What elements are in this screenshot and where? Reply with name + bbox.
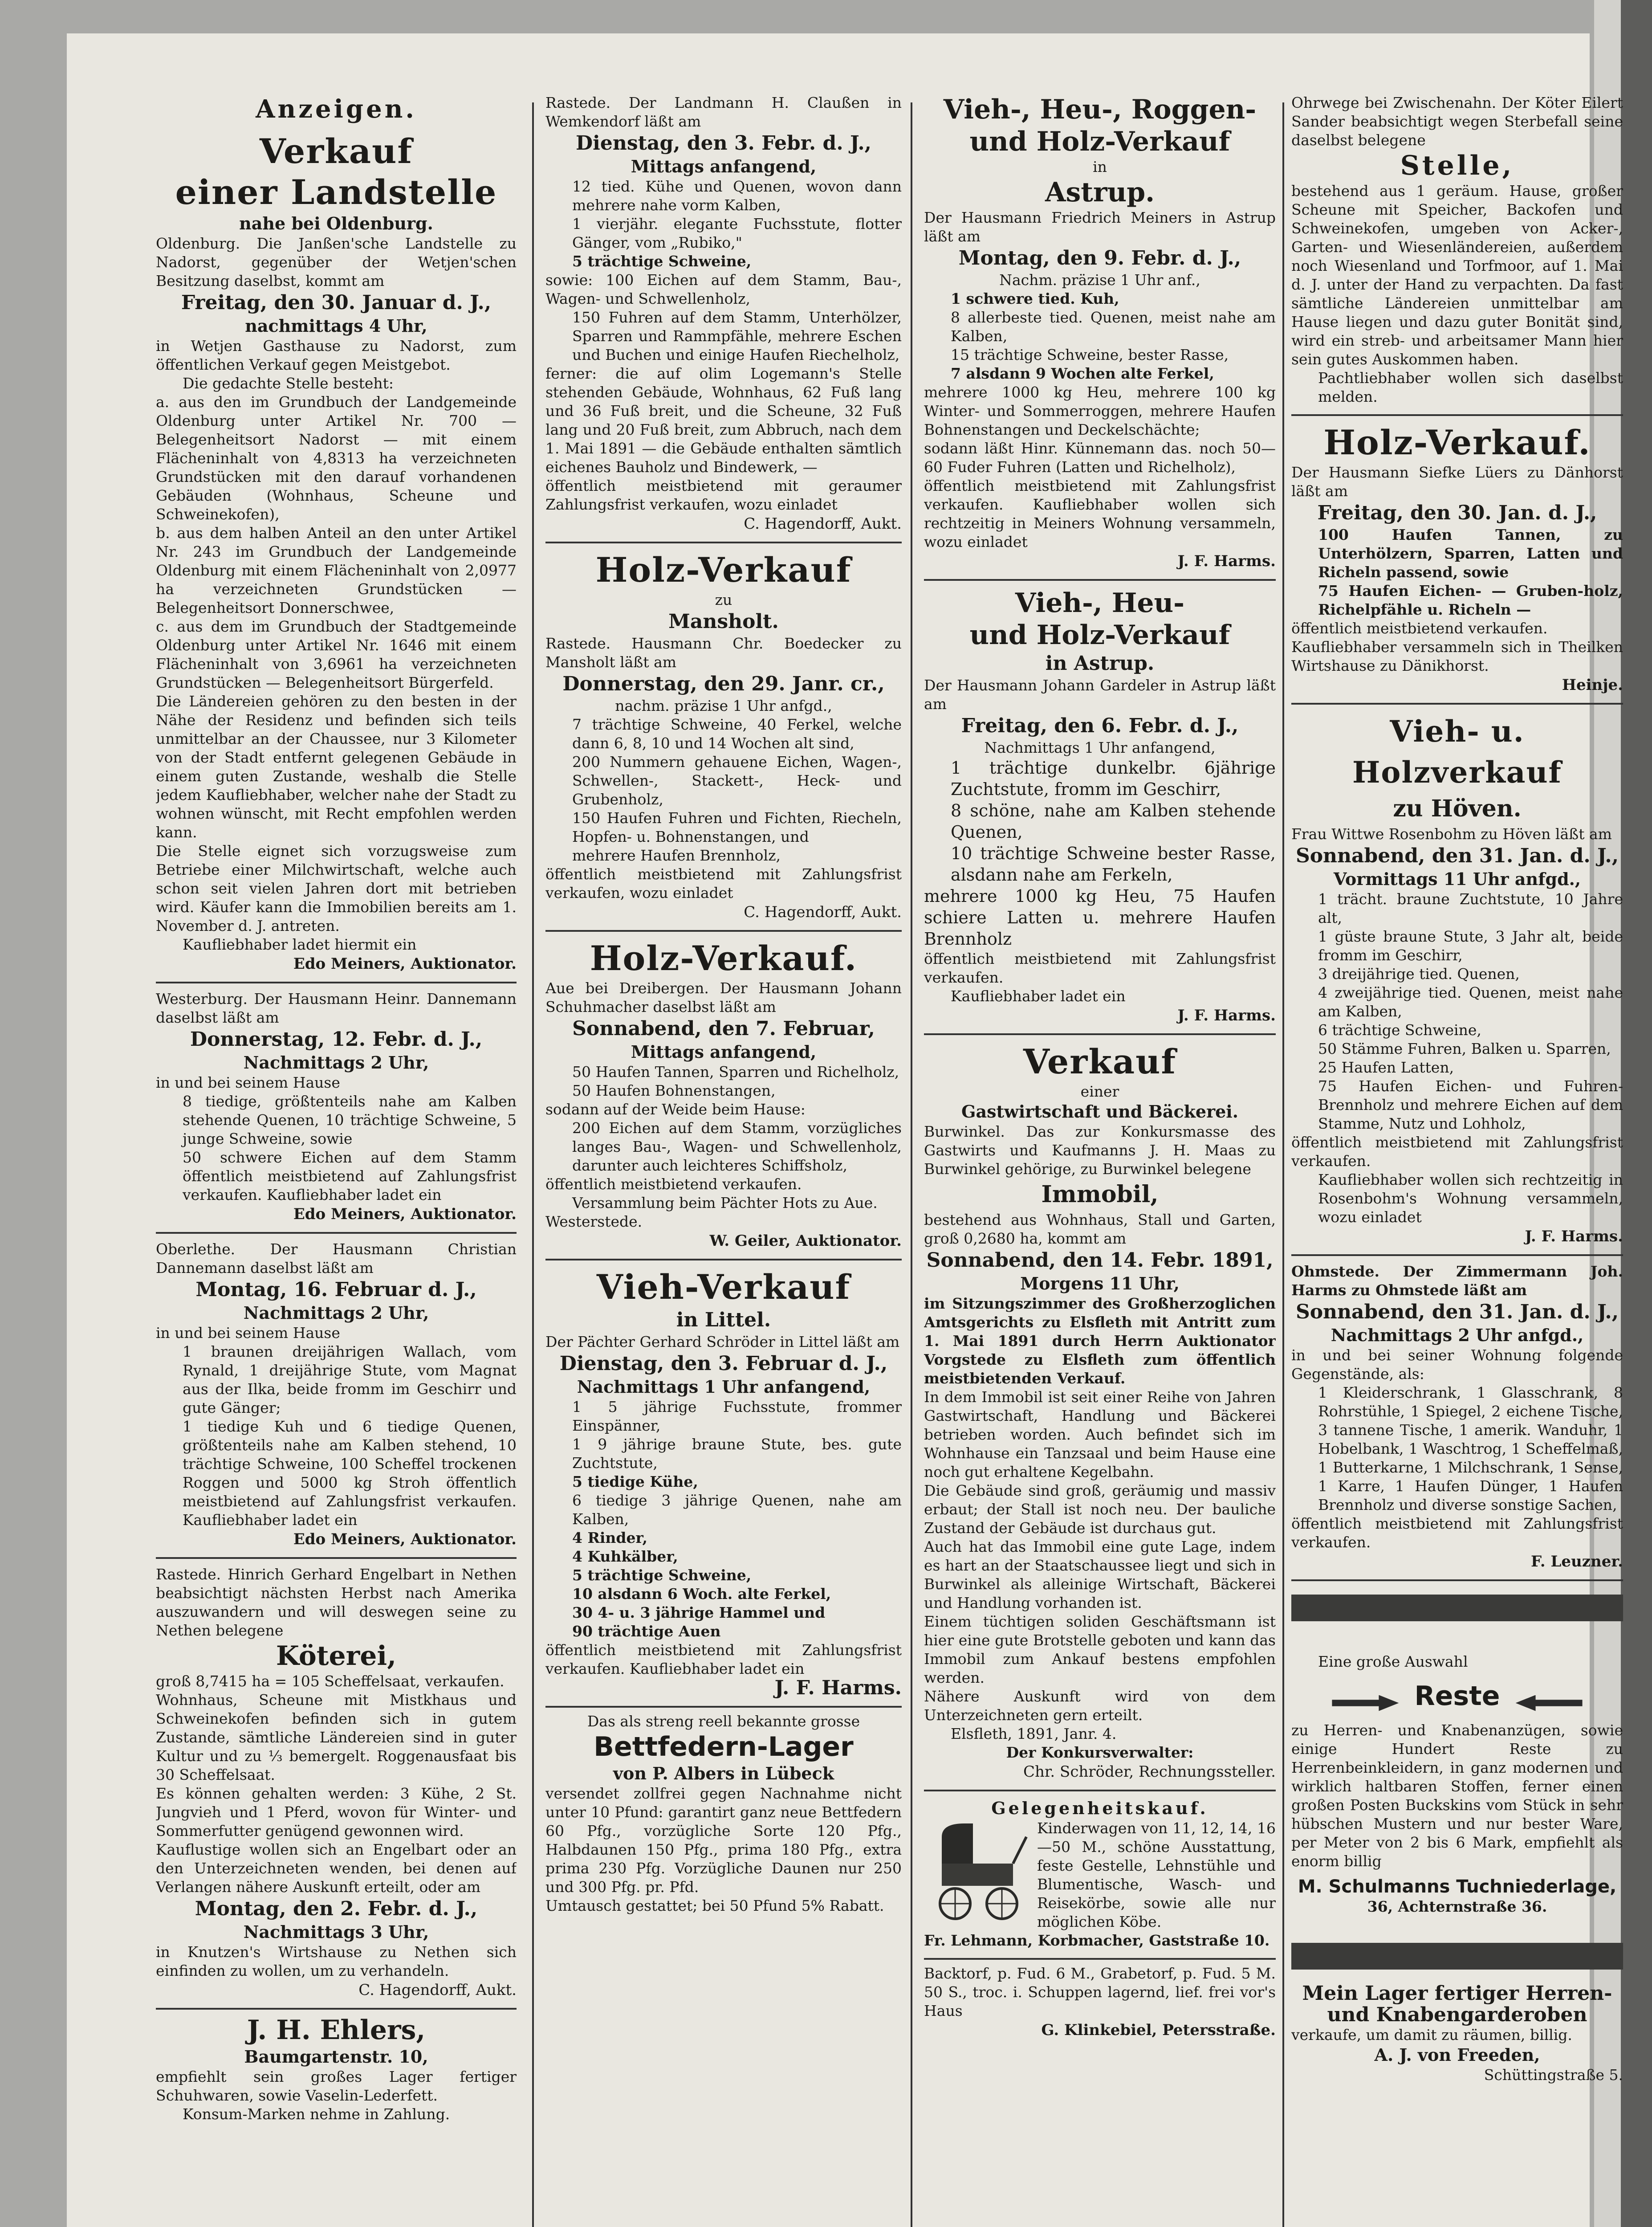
- ad-text: Das als streng reell bekannte grosse: [587, 1713, 860, 1730]
- ad-date: Donnerstag, 12. Febr. d. J.,: [190, 1028, 483, 1051]
- ad-time: Nachmittags 1 Uhr anfangend,: [577, 1377, 871, 1397]
- ad-text: verkaufe, um damit zu räumen, billig.: [1291, 2026, 1572, 2043]
- ad-time: Mittags anfangend,: [631, 156, 817, 176]
- ad-signature: G. Klinkebiel, Petersstraße.: [1041, 2021, 1276, 2039]
- ad-koeterei: [156, 1559, 517, 2010]
- ad-time: nachmittags 4 Uhr,: [245, 316, 427, 336]
- ad-list-item: 90 trächtige Auen: [572, 1623, 721, 1640]
- ad-text: 1 braunen dreijährigen Wallach, vom Rynald, 1 dreijährige Stute, vom Magnat aus der Ilka, beide fromm im Geschirr und gute Gänger;: [183, 1343, 517, 1416]
- ad-text: mehrere 1000 kg Heu, mehrere 100 kg Winter- und Sommerroggen, mehrere Haufen Bohnenstangen und Deckelschächte;: [924, 383, 1276, 438]
- ad-text: in: [1093, 158, 1107, 175]
- ad-title: Vieh-, Heu-: [1015, 587, 1185, 619]
- ad-text: Frau Wittwe Rosenbohm zu Höven läßt am: [1291, 825, 1612, 843]
- ad-signature: Edo Meiners, Auktionator.: [293, 1530, 517, 1548]
- ad-title: und Holz-Verkauf: [969, 620, 1230, 651]
- ad-text: Der Pächter Gerhard Schröder in Littel läßt am: [545, 1333, 900, 1350]
- ad-title: Vieh- u. Holzverkauf: [1352, 714, 1562, 790]
- ad-list-item: 5 tiedige Kühe,: [572, 1473, 698, 1490]
- ad-text: öffentlich meistbietend verkaufen.: [545, 1175, 802, 1193]
- ad-text: 1 vierjähr. elegante Fuchsstute, flotter Gänger, vom „Rubiko,": [572, 215, 902, 251]
- ad-text: bestehend aus Wohnhaus, Stall und Garten, groß 0,2680 ha, kommt am: [924, 1211, 1276, 1247]
- ad-list-item: 6 trächtige Schweine,: [1318, 1021, 1481, 1039]
- ad-text: 50 Haufen Bohnenstangen,: [572, 1082, 776, 1099]
- ad-text: Kinderwagen von 11, 12, 14, 16—50 M., schöne Ausstattung, feste Gestelle, Lehnstühle und Blumentische, Wasch- und Reisekörbe, sowie alle nur möglichen Köbe.: [1037, 1819, 1276, 1930]
- ad-list-item: 3 dreijährige tied. Quenen,: [1318, 965, 1520, 983]
- ad-text: Aue bei Dreibergen. Der Hausmann Johann Schuhmacher daselbst läßt am: [545, 979, 902, 1016]
- ad-text: Der Hausmann Siefke Lüers zu Dänhorst läßt am: [1291, 464, 1623, 500]
- ad-title: Reste: [1414, 1680, 1500, 1712]
- ad-text: in und bei seinem Hause: [156, 1324, 340, 1342]
- ad-title: Köterei,: [276, 1640, 397, 1672]
- ad-text: Konsum-Marken nehme in Zahlung.: [183, 2105, 450, 2123]
- ad-text: Rastede. Hinrich Gerhard Engelbart in Nethen beabsichtigt nächsten Herbst nach Amerika auszuwandern und will deswegen seine zu Nethen belegene: [156, 1566, 517, 1639]
- ad-text: öffentlich meistbietend mit Zahlungsfrist verkaufen. Kaufliebhaber wollen sich rechtzeitig in Meiners Wohnung versammeln, wozu einladet: [924, 477, 1276, 551]
- ad-firm: M. Schulmanns Tuchniederlage,: [1298, 1876, 1617, 1897]
- ad-text: Elsfleth, 1891, Janr. 4.: [951, 1725, 1117, 1742]
- ad-text: Oldenburg. Die Janßen'sche Landstelle zu Nadorst, gegenüber der Wetjen'schen Besitzung daselbst, kommt am: [156, 235, 517, 290]
- ad-text: 100 Haufen Tannen, zu Unterhölzern, Sparren, Latten und Richeln passend, sowie: [1318, 526, 1623, 581]
- ad-text: öffentlich meistbietend mit Zahlungsfrist verkaufen.: [1291, 1515, 1623, 1551]
- ad-list-item: 1 5 jährige Fuchsstute, frommer Einspänner,: [572, 1398, 902, 1434]
- ad-date: Donnerstag, den 29. Janr. cr.,: [562, 673, 885, 695]
- ad-text: öffentlich meistbietend mit Zahlungsfrist verkaufen, wozu einladet: [545, 865, 902, 901]
- ad-text: zu Herren- und Knabenanzügen, sowie einige Hundert Reste zu Herrenbeinkleidern, in ganz modernen und wirklich haltbaren Stoffen, ferner einen großen Posten Buckskins vom Stück in sehr hübschen Mustern und nur bester Ware, per Meter von 2 bis 6 Mark, empfiehlt als enorm billig: [1291, 1721, 1623, 1870]
- ad-address: 36, Achternstraße 36.: [1367, 1898, 1547, 1915]
- ad-text: Pachtliebhaber wollen sich daselbst melden.: [1318, 369, 1623, 405]
- ad-date: Montag, den 2. Febr. d. J.,: [195, 1897, 478, 1920]
- ad-signature: J. F. Harms.: [1525, 1228, 1623, 1245]
- ad-title: Vieh-Verkauf: [596, 1267, 851, 1307]
- ad-date: Freitag, den 30. Januar d. J.,: [181, 291, 492, 314]
- ad-text: sowie: 100 Eichen auf dem Stamm, Bau-, Wagen- und Schwellenholz,: [545, 271, 902, 307]
- decorative-bar: [1291, 1943, 1623, 1970]
- ad-text: Westerburg. Der Hausmann Heinr. Dannemann daselbst läßt am: [156, 990, 517, 1026]
- ad-ehlers: [156, 2010, 517, 2124]
- ad-time: Nachm. präzise 1 Uhr anf.,: [999, 271, 1200, 289]
- ad-date: Freitag, den 30. Jan. d. J.,: [1317, 502, 1597, 524]
- ad-text: Umtausch gestattet; bei 50 Pfund 5% Rabatt.: [545, 1897, 884, 1914]
- ad-signature: J. F. Harms.: [1177, 552, 1276, 570]
- column-4: [1291, 94, 1623, 2084]
- ad-date: Sonnabend, den 31. Jan. d. J.,: [1295, 844, 1619, 867]
- ad-signature: Fr. Lehmann, Korbmacher, Gaststraße 10.: [924, 1932, 1270, 1949]
- ad-backtorf: [924, 1960, 1276, 2040]
- ad-text: 1 trächtige dunkelbr. 6jährige Zuchtstute, fromm im Geschirr,: [951, 758, 1276, 799]
- ad-list-item: 1 güste braune Stute, 3 Jahr alt, beide fromm im Geschirr,: [1318, 928, 1623, 964]
- ad-text: Die Gebäude sind groß, geräumig und massiv erbaut; der Stall ist noch neu. Der bauliche Zustand der Gebäude ist durchaus gut.: [924, 1482, 1276, 1537]
- ad-date: Dienstag, den 3. Febr. d. J.,: [576, 132, 871, 155]
- ad-text: 8 tiedige, größtenteils nahe am Kalben stehende Quenen, 10 trächtige Schweine, 5 junge Schweine, sowie: [183, 1093, 517, 1147]
- ad-text: zu: [715, 591, 732, 608]
- decorative-bar: [1291, 1595, 1623, 1621]
- ad-title: Bettfedern-Lager: [594, 1731, 854, 1762]
- ad-text: von P. Albers in Lübeck: [613, 1763, 834, 1783]
- ad-signature: J. F. Harms.: [1177, 1007, 1276, 1024]
- ad-landstelle: [156, 125, 517, 983]
- ad-reste: [1291, 1635, 1623, 1916]
- ad-list-item: 25 Haufen Latten,: [1318, 1059, 1454, 1076]
- ad-list-item: 30 4- u. 3 jährige Hammel und: [572, 1604, 826, 1621]
- section-header: Anzeigen.: [256, 94, 417, 124]
- ad-text: 200 Eichen auf dem Stamm, vorzügliches langes Bau-, Wagen- und Schwellenholz, darunter auch leichteres Schiffsholz,: [572, 1119, 902, 1174]
- ad-place: Astrup.: [1045, 177, 1155, 208]
- ad-text: 150 Haufen Fuhren und Fichten, Riecheln, Hopfen- u. Bohnenstangen, und: [572, 809, 902, 845]
- ad-title: und Knabengarderoben: [1327, 2003, 1587, 2026]
- pointing-hand-icon: [1516, 1695, 1583, 1711]
- ad-list-item: 50 Stämme Fuhren, Balken u. Sparren,: [1318, 1040, 1611, 1057]
- ad-text: a. aus den im Grundbuch der Landgemeinde Oldenburg unter Artikel Nr. 700 — Belegenheitsort Nadorst — mit einem Flächeninhalt von 4,8313 ha verzeichneten Grundstücken mit den darauf vorhandenen Gebäuden (Wohnhaus, Scheune und Schweinekofen),: [156, 393, 517, 523]
- ad-signature: W. Geiler, Auktionator.: [709, 1232, 902, 1250]
- ad-text: öffentlich meistbietend mit Zahlungsfrist verkaufen.: [924, 950, 1276, 986]
- ad-text: einer: [1080, 1083, 1119, 1100]
- ad-oberlethe: [156, 1234, 517, 1559]
- ad-bettfedern: [545, 1708, 902, 1915]
- ad-dreibergen: [545, 932, 902, 1260]
- ad-text: Rastede. Hausmann Chr. Boedecker zu Mansholt läßt am: [545, 635, 902, 671]
- ad-text: in Knutzen's Wirtshause zu Nethen sich einfinden zu wollen, um zu verhandeln.: [156, 1943, 517, 1979]
- ad-text: Kaufliebhaber ladet hiermit ein: [183, 936, 417, 953]
- ad-place: zu Höven.: [1393, 795, 1522, 822]
- ad-date: Freitag, den 6. Febr. d. J.,: [961, 714, 1239, 737]
- ad-date: Sonnabend, den 14. Febr. 1891,: [926, 1249, 1274, 1272]
- ad-text: im Sitzungszimmer des Großherzoglichen Amtsgerichts zu Elsfleth mit Antritt zum 1. Mai 1891 durch Herrn Auktionator Vorgstede zu Elsfleth zum öffentlich meistbietenden Verkauf.: [924, 1295, 1276, 1387]
- ad-astrup-gardeler: [924, 581, 1276, 1035]
- ad-text: groß 8,7415 ha = 105 Scheffelsaat, verkaufen.: [156, 1672, 505, 1690]
- ad-text: Die Stelle eignet sich vorzugsweise zum Betriebe einer Milchwirtschaft, welche auch schon seit vielen Jahren dort mit betrieben wird. Käufer kann die Immobilien bereits am 1. November d. J. antreten.: [156, 842, 517, 934]
- ad-signature: C. Hagendorff, Aukt.: [744, 515, 902, 533]
- ad-signature: F. Leuzner.: [1531, 1553, 1623, 1570]
- ad-list-item: 1 trächt. braune Zuchtstute, 10 Jahre alt,: [1318, 890, 1623, 926]
- ad-title: Verkauf: [1023, 1042, 1177, 1081]
- ad-text: Ohmstede. Der Zimmermann Joh. Harms zu Ohmstede läßt am: [1291, 1263, 1623, 1299]
- ad-text: Einem tüchtigen soliden Geschäftsmann ist hier eine gute Brotstelle geboten und kann das Immobil zum Ankauf bestens empfohlen werden.: [924, 1613, 1276, 1686]
- column-rule: [911, 102, 912, 2227]
- ad-place: Mansholt.: [668, 610, 779, 633]
- ad-text: öffentlich meistbietend mit geraumer Zahlungsfrist verkaufen, wozu einladet: [545, 477, 902, 513]
- ad-text: empfiehlt sein großes Lager fertiger Schuhwaren, sowie Vaselin-Lederfett.: [156, 2068, 517, 2104]
- ad-text: Wohnhaus, Scheune mit Mistkhaus und Schweinekofen befinden sich in gutem Zustande, sämtliche Ländereien sind in guter Kultur und zu ⅓ bemergelt. Roggenausfaat bis 30 Scheffelsaat.: [156, 1691, 517, 1783]
- ad-text: 10 trächtige Schweine bester Rasse, alsdann nahe am Ferkeln,: [951, 844, 1276, 885]
- ad-title: Holz-Verkauf: [595, 550, 852, 590]
- ad-signature: Edo Meiners, Auktionator.: [293, 1205, 517, 1223]
- ad-text: 50 Haufen Tannen, Sparren und Richelholz,: [572, 1063, 899, 1081]
- ad-title-row: [1291, 1680, 1623, 1712]
- ad-text: mehrere 1000 kg Heu, 75 Haufen schiere Latten u. mehrere Haufen Brennholz: [924, 886, 1276, 949]
- ad-text: sodann läßt Hinr. Künnemann das. noch 50—60 Fuder Fuhren (Latten und Richelholz),: [924, 440, 1276, 476]
- ad-hoeven: [1291, 705, 1623, 1256]
- ad-daenhorst: [1291, 416, 1623, 705]
- ad-text: Kaufliebhaber ladet ein: [951, 987, 1126, 1005]
- pointing-hand-icon: [1332, 1695, 1399, 1711]
- ad-littel: [545, 1260, 902, 1708]
- ad-text: 50 schwere Eichen auf dem Stamm öffentlich meistbietend auf Zahlungsfrist verkaufen. Kaufliebhaber ladet ein: [183, 1149, 517, 1203]
- ad-signature: Chr. Schröder, Rechnungssteller.: [1023, 1763, 1276, 1781]
- ad-text: Kaufliebhaber versammeln sich in Theilken Wirtshause zu Dänikhorst.: [1291, 638, 1623, 674]
- ad-text: 1 tiedige Kuh und 6 tiedige Quenen, größtenteils nahe am Kalben stehend, 10 trächtige Schweine, 100 Scheffel trockenen Roggen und 5000 kg Stroh öffentlich meistbietend auf Zahlungsfrist verkaufen. Kaufliebhaber ladet ein: [183, 1418, 517, 1529]
- ad-ohrwege: [1291, 94, 1623, 416]
- ad-subtitle: nahe bei Oldenburg.: [239, 213, 433, 233]
- ad-text: b. aus dem halben Anteil an den unter Artikel Nr. 243 im Grundbuch der Landgemeinde Oldenburg mit einem Flächeninhalt von 2,0977 ha verzeichneten Grundstücken — Belegenheitsort Donnerschwee,: [156, 524, 517, 616]
- ad-subtitle: Gastwirtschaft und Bäckerei.: [961, 1101, 1238, 1122]
- ad-body: [924, 1819, 1276, 1931]
- ad-text: öffentlich meistbietend verkaufen.: [1291, 620, 1548, 637]
- ad-time: Mittags anfangend,: [631, 1042, 817, 1062]
- ad-title: J. H. Ehlers,: [247, 2015, 426, 2046]
- ad-time: Morgens 11 Uhr,: [1020, 1273, 1180, 1293]
- ad-place: in Littel.: [676, 1309, 771, 1331]
- ad-place: in Astrup.: [1045, 652, 1155, 675]
- ad-date: Montag, 16. Februar d. J.,: [195, 1278, 477, 1301]
- ad-date: Montag, den 9. Febr. d. J.,: [958, 247, 1241, 269]
- ad-text: 150 Fuhren auf dem Stamm, Unterhölzer, Sparren und Rammpfähle, mehrere Eschen und Buchen und einige Haufen Riechelholz,: [572, 309, 902, 363]
- ad-time: Nachmittags 1 Uhr anfangend,: [984, 739, 1216, 756]
- ad-list-item: 75 Haufen Eichen- und Fuhren-Brennholz und mehrere Eichen auf dem Stamme, Nutz und Lohholz,: [1318, 1077, 1623, 1132]
- ad-astrup-meiners: [924, 94, 1276, 581]
- ad-text: 8 schöne, nahe am Kalben stehende Quenen,: [951, 801, 1276, 842]
- ad-westerburg: [156, 983, 517, 1234]
- ad-signature: C. Hagendorff, Aukt.: [744, 903, 902, 921]
- ad-gelegenheitskauf: [924, 1791, 1276, 1960]
- ad-text: Der Hausmann Johann Gardeler in Astrup läßt am: [924, 677, 1276, 713]
- ad-text: Westerstede.: [545, 1213, 643, 1230]
- ad-time: Nachmittags 3 Uhr,: [243, 1922, 429, 1942]
- ad-list-item: 10 alsdann 6 Woch. alte Ferkel,: [572, 1585, 831, 1603]
- ad-text: Die gedachte Stelle besteht:: [183, 375, 394, 392]
- ad-text: Kaufliebhaber wollen sich rechtzeitig in Rosenbohm's Wohnung versammeln, wozu einladet: [1318, 1171, 1623, 1226]
- ad-date: Sonnabend, den 7. Februar,: [572, 1017, 875, 1040]
- ad-title: Vieh-, Heu-, Roggen-: [943, 94, 1257, 125]
- ad-signature: C. Hagendorff, Aukt.: [358, 1981, 517, 1999]
- ad-text: 1 schwere tied. Kuh,: [951, 290, 1119, 307]
- column-2: [545, 94, 902, 1915]
- page-edge-shadow: [1621, 0, 1652, 2227]
- ad-text: Ohrwege bei Zwischenahn. Der Köter Eilert Sander beabsichtigt wegen Sterbefall seine daselbst belegene: [1291, 94, 1623, 149]
- ad-text: sodann auf der Weide beim Hause:: [545, 1101, 806, 1118]
- ad-text: Eine große Auswahl: [1318, 1653, 1468, 1670]
- ad-text: 200 Nummern gehauene Eichen, Wagen-, Schwellen-, Stackett-, Heck- und Grubenholz,: [572, 753, 902, 808]
- ad-title: Mein Lager fertiger Herren-: [1302, 1982, 1612, 2005]
- ad-title: Holz-Verkauf.: [590, 938, 858, 978]
- ad-list-item: 4 zweijährige tied. Quenen, meist nahe am Kalben,: [1318, 984, 1623, 1020]
- ad-signature: J. F. Harms.: [774, 1676, 902, 1699]
- ad-text: in und bei seiner Wohnung folgende Gegenstände, als:: [1291, 1346, 1623, 1383]
- ad-text: mehrere Haufen Brennholz,: [572, 847, 781, 864]
- ad-title: Gelegenheitskauf.: [991, 1798, 1208, 1818]
- ad-text: Backtorf, p. Fud. 6 M., Grabetorf, p. Fud. 5 M. 50 S., troc. i. Schuppen lagernd, lief. frei vor's Haus: [924, 1965, 1276, 2019]
- ad-title: Stelle,: [1400, 150, 1514, 181]
- ad-text: Der Konkursverwalter:: [1006, 1744, 1194, 1761]
- ad-time: Nachmittags 2 Uhr,: [243, 1052, 429, 1073]
- ad-list-item: 6 tiedige 3 jährige Quenen, nahe am Kalben,: [572, 1492, 902, 1528]
- ad-title: Holz-Verkauf.: [1323, 423, 1591, 462]
- ad-mansholt: [545, 543, 902, 932]
- ad-text: Es können gehalten werden: 3 Kühe, 2 St. Jungvieh und 1 Pferd, wovon für Winter- und Sommerfutter genügend gewonnen wird.: [156, 1785, 517, 1840]
- ad-list-item: 1 9 jährige braune Stute, bes. gute Zuchtstute,: [572, 1436, 902, 1472]
- ad-text: 7 alsdann 9 Wochen alte Ferkel,: [951, 365, 1214, 382]
- ad-ohmstede: [1291, 1256, 1623, 1581]
- ad-time: Nachmittags 2 Uhr,: [243, 1303, 429, 1323]
- ad-burwinkel: [924, 1035, 1276, 1791]
- ad-address: Schüttingstraße 5.: [1484, 2066, 1623, 2084]
- ad-text: 12 tied. Kühe und Quenen, wovon dann mehrere nahe vorm Kalben,: [572, 178, 902, 214]
- ad-text: 8 allerbeste tied. Quenen, meist nahe am Kalben,: [951, 309, 1276, 345]
- ad-time: nachm. präzise 1 Uhr anfgd.,: [615, 697, 832, 714]
- ad-time: Vormittags 11 Uhr anfgd.,: [1333, 869, 1581, 889]
- column-rule: [532, 102, 534, 2227]
- ad-title: und Holz-Verkauf: [969, 126, 1230, 157]
- column-3: [924, 94, 1276, 2040]
- ad-text: in Wetjen Gasthause zu Nadorst, zum öffentlichen Verkauf gegen Meistgebot.: [156, 337, 517, 373]
- pram-icon: [924, 1819, 1031, 1921]
- ad-date: Dienstag, den 3. Februar d. J.,: [559, 1352, 888, 1375]
- ad-signature: Edo Meiners, Auktionator.: [293, 955, 517, 973]
- ad-freeden: [1291, 1983, 1623, 2084]
- ad-text: Der Hausmann Friedrich Meiners in Astrup läßt am: [924, 209, 1276, 245]
- ad-text: Oberlethe. Der Hausmann Christian Dannemann daselbst läßt am: [156, 1240, 517, 1277]
- ad-text: öffentlich meistbietend mit Zahlungsfrist verkaufen.: [1291, 1134, 1623, 1170]
- ad-text: Die Ländereien gehören zu den besten in der Nähe der Residenz und befinden sich teils unmittelbar an der Chaussee, nur 3 Kilometer von der Stadt entfernt gelegenen Gebäude in einem guten Zustande, weshalb die Stelle jedem Kaufliebhaber, welcher nahe der Stadt zu wohnen wünscht, mit Recht empfohlen werden kann.: [156, 693, 517, 841]
- ad-text: 15 trächtige Schweine, bester Rasse,: [951, 346, 1229, 363]
- ad-text: versendet zollfrei gegen Nachnahme nicht unter 10 Pfund: garantirt ganz neue Bettfedern 60 Pfg., vorzügliche Sorte 120 Pfg., Halbdaunen 150 Pfg., prima 180 Pfg., extra prima 230 Pfg. Vorzügliche Daunen nur 250 und 300 Pfg. pr. Pfd.: [545, 1785, 902, 1896]
- ad-firm: A. J. von Freeden,: [1374, 2045, 1540, 2065]
- ad-title: einer Landstelle: [175, 172, 497, 212]
- ad-text: 1 Kleiderschrank, 1 Glasschrank, 8 Rohrstühle, 1 Spiegel, 2 eichene Tische, 3 tannene Tische, 1 amerik. Wanduhr, 1 Hobelbank, 1 Waschtrog, 1 Scheffelmaß, 1 Butterkarne, 1 Milchschrank, 1 Sense, 1 Karre, 1 Haufen Dünger, 1 Haufen Brennholz und diverse sonstige Sachen,: [1318, 1384, 1623, 1513]
- ad-claussen: [545, 94, 902, 543]
- ad-title: Verkauf: [259, 131, 413, 171]
- ad-title: Immobil,: [1041, 1181, 1159, 1208]
- ad-text: 7 trächtige Schweine, 40 Ferkel, welche dann 6, 8, 10 und 14 Wochen alt sind,: [572, 716, 902, 752]
- ad-list-item: 5 trächtige Schweine,: [572, 1566, 752, 1584]
- column-rule: [1282, 102, 1284, 2227]
- ad-date: Sonnabend, den 31. Jan. d. J.,: [1295, 1301, 1619, 1323]
- ad-list-item: 4 Rinder,: [572, 1529, 647, 1546]
- ad-text: 5 trächtige Schweine,: [572, 253, 752, 270]
- ad-text: Burwinkel. Das zur Konkursmasse des Gastwirts und Kaufmanns J. H. Maas zu Burwinkel gehörige, zu Burwinkel belegene: [924, 1123, 1276, 1178]
- ad-time: Nachmittags 2 Uhr anfgd.,: [1331, 1325, 1584, 1345]
- ad-text: c. aus dem im Grundbuch der Stadtgemeinde Oldenburg unter Artikel Nr. 1646 mit einem Flächeninhalt von 3,6961 ha verzeichneten Grundstücken — Belegenheitsort Bürgerfeld.: [156, 618, 517, 691]
- ad-text: ferner: die auf olim Logemann's Stelle stehenden Gebäude, Wohnhaus, 62 Fuß lang und 36 Fuß breit, und die Scheune, 32 Fuß lang und 20 Fuß breit, zum Abbruch, nach dem 1. Mai 1891 — die Gebäude enthalten sämtlich eichenes Bauholz und Bindewerk, —: [545, 365, 902, 476]
- ad-text: Versammlung beim Pächter Hots zu Aue.: [572, 1194, 878, 1211]
- ad-list-item: 4 Kuhkälber,: [572, 1548, 678, 1565]
- ad-text: Nähere Auskunft wird von dem Unterzeichneten gern erteilt.: [924, 1688, 1276, 1724]
- ad-text: Auch hat das Immobil eine gute Lage, indem es hart an der Staatschaussee liegt und sich in Burwinkel als alleinige Wirtschaft, Bäckerei und Handlung vorhanden ist.: [924, 1538, 1276, 1611]
- ad-text: In dem Immobil ist seit einer Reihe von Jahren Gastwirtschaft, Handlung und Bäckerei betrieben worden. Auch befindet sich im Wohnhause ein Tanzsaal und beim Hause eine noch gut erhaltene Kegelbahn.: [924, 1388, 1276, 1481]
- ad-text: in und bei seinem Hause: [156, 1074, 340, 1091]
- ad-address: Baumgartenstr. 10,: [244, 2047, 428, 2067]
- ad-text: öffentlich meistbietend mit Zahlungsfrist verkaufen. Kaufliebhaber ladet ein: [545, 1641, 902, 1677]
- ad-text: Rastede. Der Landmann H. Claußen in Wemkendorf läßt am: [545, 94, 902, 130]
- column-1: [156, 94, 517, 2124]
- ad-signature: Heinje.: [1562, 676, 1623, 694]
- ad-text: 75 Haufen Eichen- — Gruben-holz, Richelpfähle u. Richeln —: [1318, 582, 1623, 618]
- ad-text: Kauflustige wollen sich an Engelbart oder an den Unterzeichneten wenden, bei denen auf Verlangen nähere Auskunft erteilt, oder am: [156, 1841, 517, 1896]
- ad-text: bestehend aus 1 geräum. Hause, großer Scheune mit Speicher, Backofen und Schweinekofen, umgeben von Acker-, Garten- und Wiesenländereien, außerdem noch Wiesenland und Torfmoor, auf 1. Mai d. J. unter der Hand zu verpachten. Da fast sämtliche Ländereien unmittelbar am Hause liegen und dazu guter Bonität sind, wird ein streb- und arbeitsamer Mann hier sein gutes Auskommen haben.: [1291, 182, 1623, 368]
